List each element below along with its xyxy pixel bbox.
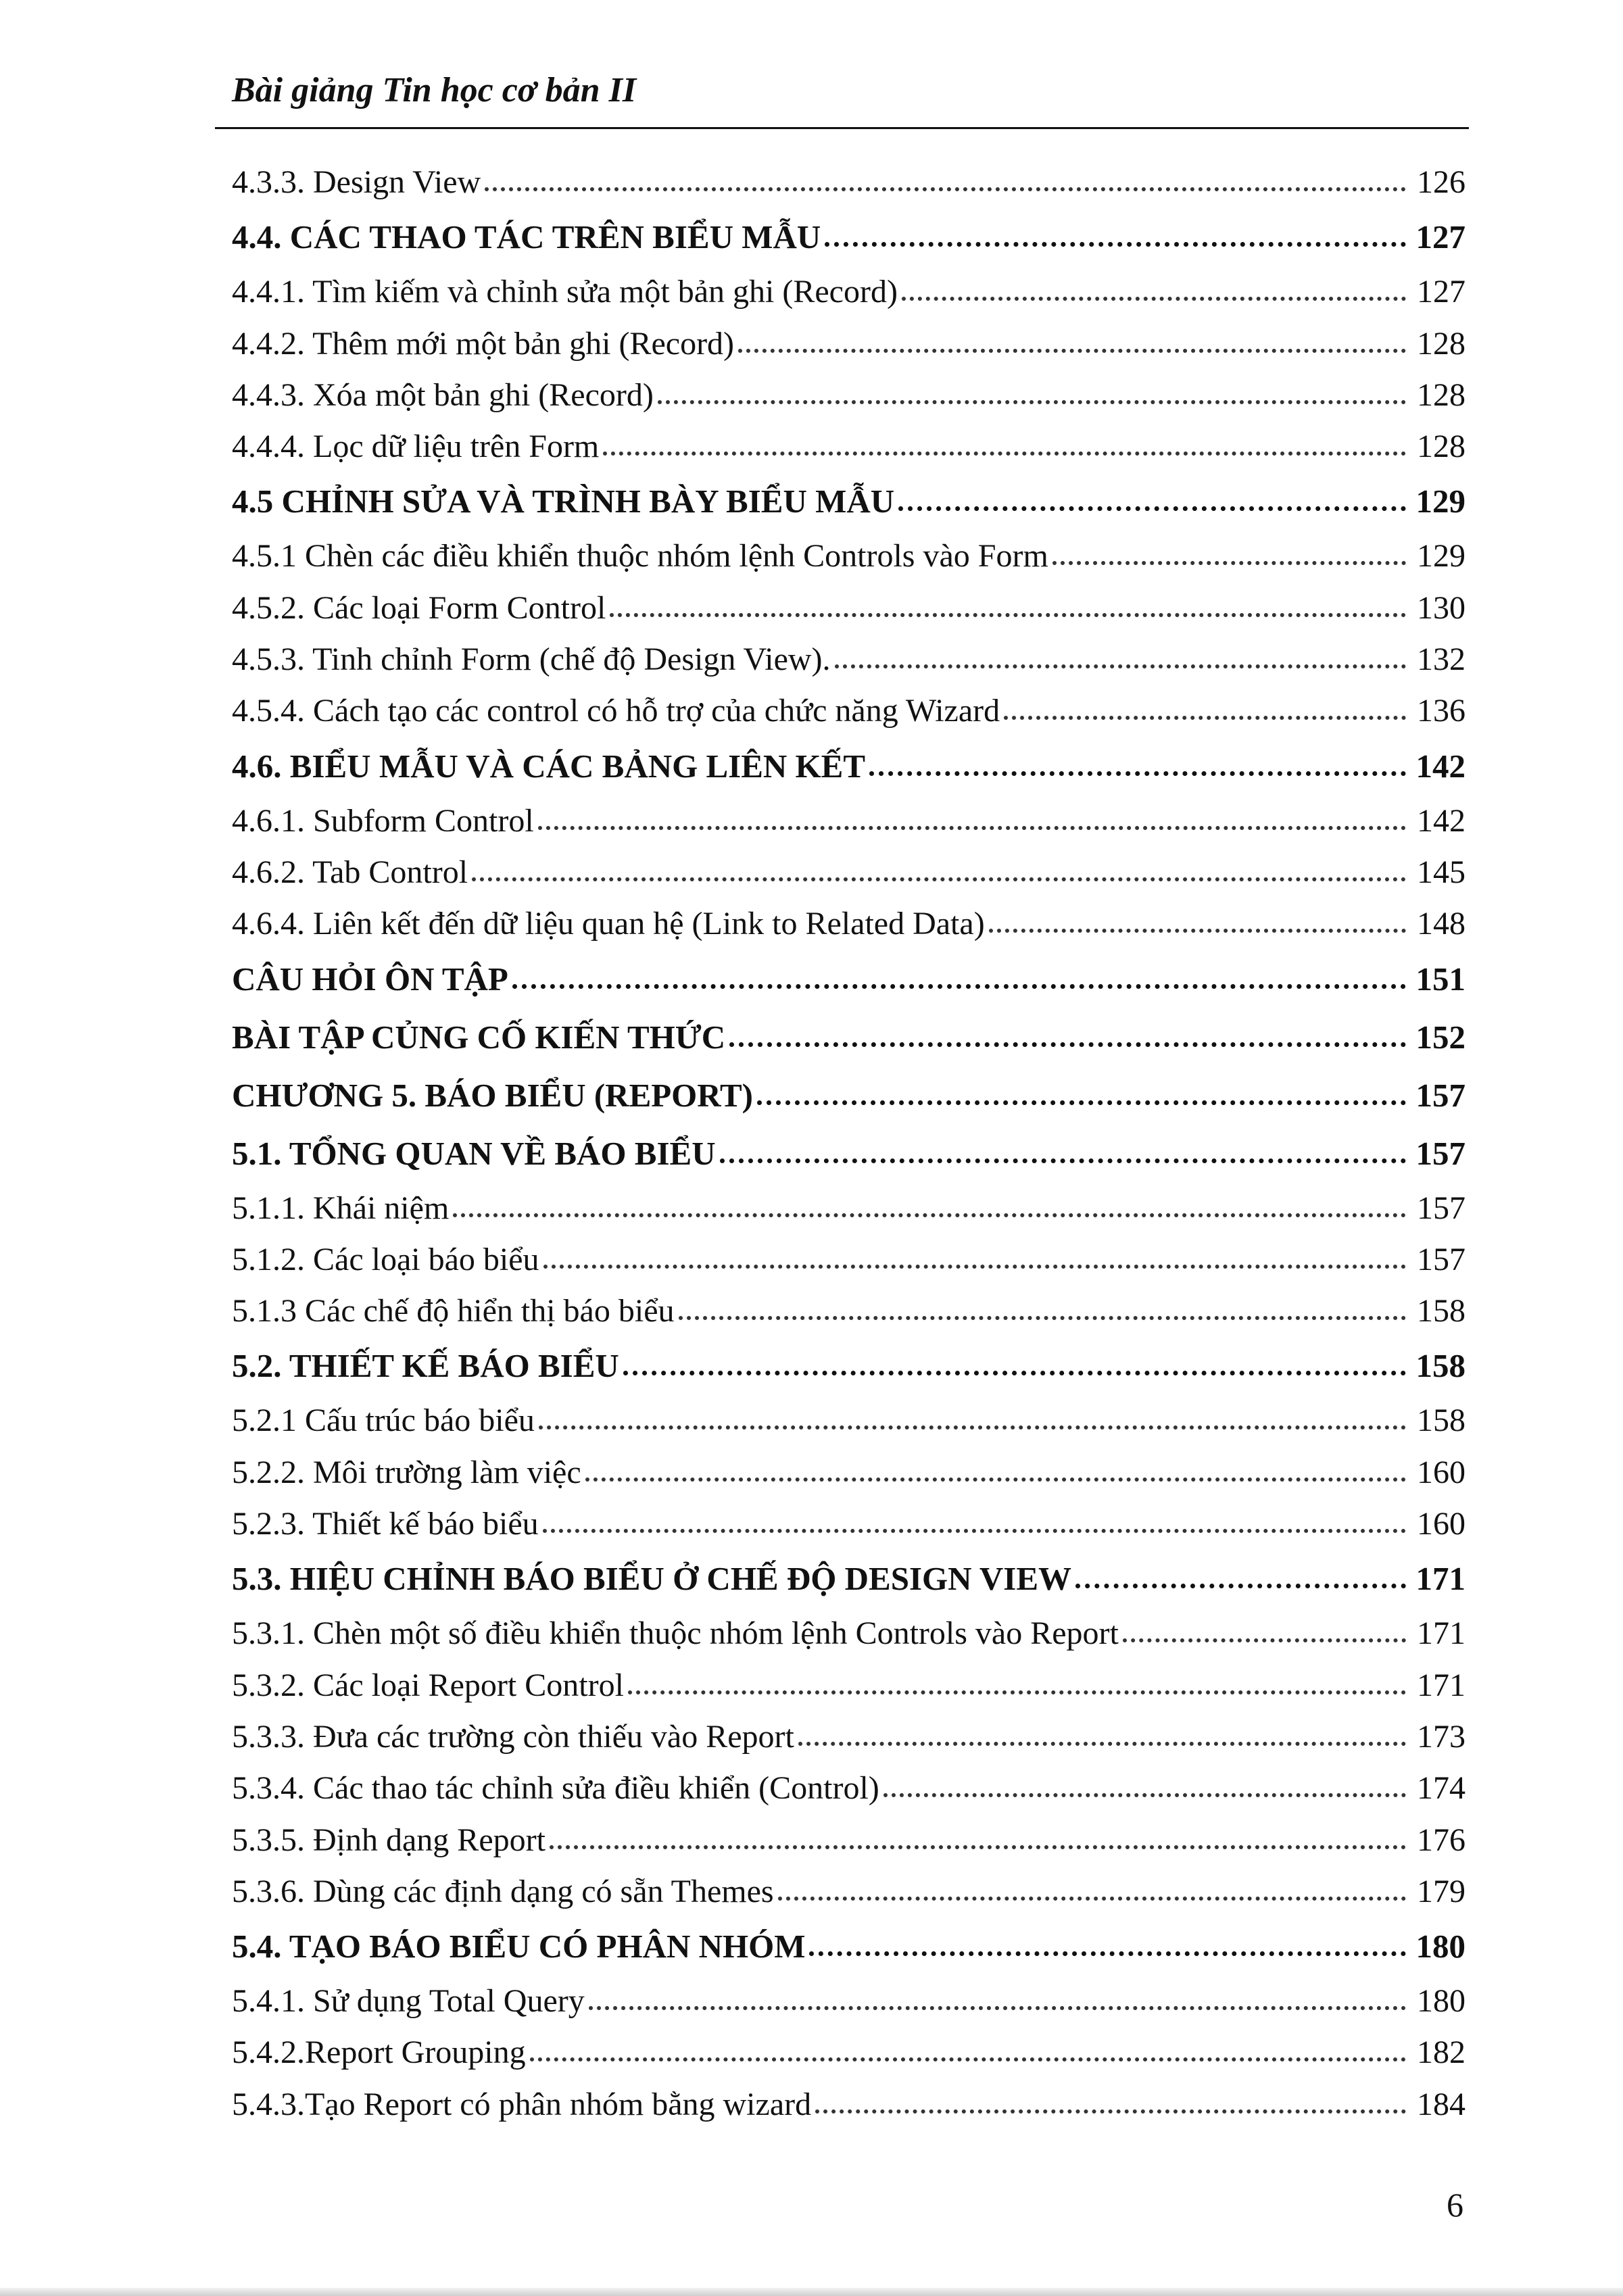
toc-page-number: 127 bbox=[1415, 218, 1465, 256]
toc-page-number: 148 bbox=[1417, 906, 1465, 942]
toc-heading-row[interactable] bbox=[232, 208, 1465, 266]
toc-page-number: 142 bbox=[1417, 802, 1465, 839]
toc-dot-leader bbox=[658, 387, 1406, 404]
toc-page-number: 184 bbox=[1417, 2086, 1465, 2122]
toc-dot-leader bbox=[543, 1515, 1406, 1533]
toc-dot-leader bbox=[543, 1251, 1406, 1269]
toc-dot-leader bbox=[679, 1302, 1407, 1320]
toc-page-number: 180 bbox=[1415, 1928, 1465, 1965]
toc-entry-title: CHƯƠNG 5. BÁO BIỂU (REPORT) bbox=[232, 1076, 753, 1114]
toc-entry-title: 5.3.5. Định dạng Report bbox=[232, 1822, 546, 1858]
toc-entry-row[interactable] bbox=[232, 2027, 1465, 2078]
toc-entry-title: 5.2.3. Thiết kế báo biểu bbox=[232, 1506, 539, 1542]
toc-page-number: 145 bbox=[1417, 854, 1465, 890]
toc-entry-row[interactable] bbox=[232, 318, 1465, 370]
toc-entry-row[interactable] bbox=[232, 1286, 1465, 1337]
toc-entry-title: 5.1. TỔNG QUAN VỀ BÁO BIỂU bbox=[232, 1134, 716, 1172]
toc-page-number: 132 bbox=[1417, 641, 1465, 678]
toc-entry-title: BÀI TẬP CỦNG CỐ KIẾN THỨC bbox=[232, 1018, 726, 1056]
toc-entry-row[interactable] bbox=[232, 266, 1465, 318]
toc-entry-row[interactable] bbox=[232, 583, 1465, 634]
toc-entry-title: 5.3.6. Dùng các định dạng có sẵn Themes bbox=[232, 1873, 774, 1909]
toc-page-number: 130 bbox=[1417, 589, 1465, 626]
toc-entry-row[interactable] bbox=[232, 2079, 1465, 2130]
toc-entry-row[interactable] bbox=[232, 1815, 1465, 1866]
toc-entry-row[interactable] bbox=[232, 1498, 1465, 1550]
toc-dot-leader bbox=[585, 1464, 1406, 1482]
toc-dot-leader bbox=[898, 493, 1406, 511]
toc-page-number: 171 bbox=[1415, 1560, 1465, 1598]
toc-dot-leader bbox=[883, 1780, 1406, 1797]
toc-dot-leader bbox=[1123, 1625, 1406, 1642]
toc-entry-title: 5.3.2. Các loại Report Control bbox=[232, 1667, 624, 1703]
toc-dot-leader bbox=[550, 1832, 1406, 1849]
toc-entry-row[interactable] bbox=[232, 421, 1465, 472]
toc-entry-row[interactable] bbox=[232, 1183, 1465, 1234]
toc-entry-row[interactable] bbox=[232, 1660, 1465, 1711]
toc-dot-leader bbox=[902, 283, 1406, 301]
toc-dot-leader bbox=[530, 2044, 1406, 2061]
toc-heading-row[interactable] bbox=[232, 1067, 1465, 1125]
toc-entry-row[interactable] bbox=[232, 1763, 1465, 1814]
toc-entry-row[interactable] bbox=[232, 1866, 1465, 1918]
toc-entry-row[interactable] bbox=[232, 1976, 1465, 2027]
toc-entry-title: 4.4.2. Thêm mới một bản ghi (Record) bbox=[232, 325, 735, 362]
toc-dot-leader bbox=[729, 1029, 1406, 1047]
toc-entry-title: 4.5.2. Các loại Form Control bbox=[232, 589, 606, 626]
toc-page-number: 151 bbox=[1415, 960, 1465, 998]
toc-page-number: 160 bbox=[1417, 1506, 1465, 1542]
toc-dot-leader bbox=[720, 1145, 1406, 1163]
toc-entry-row[interactable] bbox=[232, 370, 1465, 421]
toc-dot-leader bbox=[610, 600, 1406, 617]
toc-dot-leader bbox=[512, 971, 1406, 989]
toc-page-number: 158 bbox=[1415, 1347, 1465, 1385]
toc-dot-leader bbox=[628, 1677, 1406, 1694]
toc-dot-leader bbox=[798, 1728, 1406, 1746]
toc-dot-leader bbox=[603, 438, 1406, 456]
toc-page-number: 128 bbox=[1417, 429, 1465, 465]
toc-page-number: 174 bbox=[1417, 1770, 1465, 1807]
toc-page-number: 136 bbox=[1417, 693, 1465, 729]
page-number: 6 bbox=[1447, 2186, 1463, 2224]
toc-page-number: 142 bbox=[1415, 747, 1465, 785]
toc-entry-title: 5.3.4. Các thao tác chỉnh sửa điều khiển (Control) bbox=[232, 1770, 879, 1807]
toc-heading-row[interactable] bbox=[232, 1337, 1465, 1395]
toc-entry-row[interactable] bbox=[232, 1234, 1465, 1286]
toc-page-number: 171 bbox=[1417, 1615, 1465, 1652]
toc-entry-title: 5.1.3 Các chế độ hiển thị báo biểu bbox=[232, 1293, 675, 1329]
toc-entry-row[interactable] bbox=[232, 531, 1465, 582]
toc-entry-title: 5.3.1. Chèn một số điều khiển thuộc nhóm lệnh Controls vào Report bbox=[232, 1615, 1119, 1652]
toc-dot-leader bbox=[835, 651, 1406, 668]
toc-entry-title: 5.1.1. Khái niệm bbox=[232, 1190, 450, 1226]
toc-heading-row[interactable] bbox=[232, 1008, 1465, 1067]
table-of-contents bbox=[232, 157, 1465, 2130]
toc-page-number: 157 bbox=[1417, 1190, 1465, 1226]
toc-dot-leader bbox=[809, 1938, 1406, 1956]
toc-dot-leader bbox=[815, 2096, 1406, 2114]
document-header-title: Bài giảng Tin học cơ bản II bbox=[232, 71, 637, 109]
toc-entry-row[interactable] bbox=[232, 1608, 1465, 1659]
toc-entry-title: 4.5.4. Cách tạo các control có hỗ trợ của chức năng Wizard bbox=[232, 693, 1000, 729]
toc-entry-title: 4.5.3. Tinh chỉnh Form (chế độ Design View). bbox=[232, 641, 831, 678]
toc-dot-leader bbox=[1052, 547, 1406, 565]
toc-heading-row[interactable] bbox=[232, 472, 1465, 531]
toc-entry-title: 5.4.2.Report Grouping bbox=[232, 2034, 526, 2071]
toc-page-number: 157 bbox=[1415, 1076, 1465, 1114]
toc-entry-title: 5.4.1. Sử dụng Total Query bbox=[232, 1983, 585, 2020]
toc-page-number: 158 bbox=[1417, 1402, 1465, 1439]
toc-dot-leader bbox=[757, 1087, 1406, 1105]
toc-page-number: 152 bbox=[1415, 1018, 1465, 1056]
toc-page-number: 182 bbox=[1417, 2034, 1465, 2071]
toc-entry-title: 4.6.1. Subform Control bbox=[232, 802, 534, 839]
toc-page-number: 171 bbox=[1417, 1667, 1465, 1703]
toc-page-number: 176 bbox=[1417, 1822, 1465, 1858]
toc-dot-leader bbox=[825, 228, 1406, 247]
toc-heading-row[interactable] bbox=[232, 950, 1465, 1008]
toc-entry-title: 5.3. HIỆU CHỈNH BÁO BIỂU Ở CHẾ ĐỘ DESIGN VIEW bbox=[232, 1560, 1072, 1598]
page-bottom-edge bbox=[0, 2288, 1623, 2296]
toc-entry-row[interactable] bbox=[232, 685, 1465, 737]
toc-entry-title: 5.3.3. Đưa các trường còn thiếu vào Report bbox=[232, 1718, 794, 1755]
toc-dot-leader bbox=[539, 1412, 1406, 1430]
toc-page-number: 126 bbox=[1417, 164, 1465, 200]
toc-dot-leader bbox=[778, 1883, 1406, 1901]
toc-entry-row[interactable] bbox=[232, 847, 1465, 898]
toc-page-number: 157 bbox=[1415, 1134, 1465, 1172]
toc-entry-title: 4.6. BIỂU MẪU VÀ CÁC BẢNG LIÊN KẾT bbox=[232, 747, 866, 785]
toc-entry-title: 4.3.3. Design View bbox=[232, 164, 481, 200]
toc-heading-row[interactable] bbox=[232, 1550, 1465, 1608]
toc-dot-leader bbox=[989, 915, 1406, 933]
toc-dot-leader bbox=[472, 864, 1406, 881]
toc-entry-title: CÂU HỎI ÔN TẬP bbox=[232, 960, 508, 998]
toc-dot-leader bbox=[453, 1200, 1406, 1217]
toc-page-number: 129 bbox=[1417, 538, 1465, 575]
toc-dot-leader bbox=[623, 1357, 1406, 1375]
toc-page-number: 179 bbox=[1417, 1873, 1465, 1909]
toc-page-number: 158 bbox=[1417, 1293, 1465, 1329]
toc-page-number: 128 bbox=[1417, 376, 1465, 413]
toc-entry-title: 4.4. CÁC THAO TÁC TRÊN BIỂU MẪU bbox=[232, 218, 821, 256]
toc-entry-title: 4.6.2. Tab Control bbox=[232, 854, 468, 890]
toc-page-number: 173 bbox=[1417, 1718, 1465, 1755]
toc-entry-row[interactable] bbox=[232, 157, 1465, 208]
toc-entry-title: 5.2.1 Cấu trúc báo biểu bbox=[232, 1402, 535, 1439]
toc-heading-row[interactable] bbox=[232, 1125, 1465, 1183]
toc-entry-row[interactable] bbox=[232, 1395, 1465, 1446]
toc-dot-leader bbox=[869, 758, 1406, 776]
toc-entry-row[interactable] bbox=[232, 634, 1465, 685]
toc-dot-leader bbox=[589, 1993, 1406, 2010]
toc-entry-title: 4.6.4. Liên kết đến dữ liệu quan hệ (Link to Related Data) bbox=[232, 906, 985, 942]
toc-entry-title: 5.2.2. Môi trường làm việc bbox=[232, 1454, 581, 1490]
toc-entry-title: 5.4.3.Tạo Report có phân nhóm bằng wizard bbox=[232, 2086, 812, 2122]
toc-dot-leader bbox=[1075, 1570, 1406, 1588]
toc-heading-row[interactable] bbox=[232, 737, 1465, 796]
toc-page-number: 129 bbox=[1415, 483, 1465, 520]
toc-entry-row[interactable] bbox=[232, 1447, 1465, 1498]
toc-entry-title: 4.5.1 Chèn các điều khiển thuộc nhóm lệnh Controls vào Form bbox=[232, 538, 1048, 575]
header-divider bbox=[215, 127, 1469, 129]
toc-entry-title: 4.4.4. Lọc dữ liệu trên Form bbox=[232, 429, 600, 465]
toc-entry-title: 4.4.1. Tìm kiếm và chỉnh sửa một bản ghi (Record) bbox=[232, 274, 898, 310]
toc-dot-leader bbox=[738, 335, 1406, 353]
toc-entry-row[interactable] bbox=[232, 898, 1465, 950]
toc-page-number: 157 bbox=[1417, 1241, 1465, 1277]
toc-dot-leader bbox=[1004, 702, 1406, 720]
toc-entry-title: 4.5 CHỈNH SỬA VÀ TRÌNH BÀY BIỂU MẪU bbox=[232, 483, 895, 520]
toc-entry-title: 5.1.2. Các loại báo biểu bbox=[232, 1241, 539, 1277]
toc-entry-title: 4.4.3. Xóa một bản ghi (Record) bbox=[232, 376, 654, 413]
toc-entry-row[interactable] bbox=[232, 796, 1465, 847]
toc-page-number: 180 bbox=[1417, 1983, 1465, 2020]
toc-entry-title: 5.2. THIẾT KẾ BÁO BIỂU bbox=[232, 1347, 619, 1385]
toc-entry-title: 5.4. TẠO BÁO BIỂU CÓ PHÂN NHÓM bbox=[232, 1928, 806, 1965]
toc-heading-row[interactable] bbox=[232, 1918, 1465, 1976]
toc-page-number: 127 bbox=[1417, 274, 1465, 310]
toc-entry-row[interactable] bbox=[232, 1711, 1465, 1763]
toc-page-number: 160 bbox=[1417, 1454, 1465, 1490]
toc-page-number: 128 bbox=[1417, 325, 1465, 362]
toc-dot-leader bbox=[485, 174, 1406, 191]
toc-dot-leader bbox=[538, 812, 1406, 830]
